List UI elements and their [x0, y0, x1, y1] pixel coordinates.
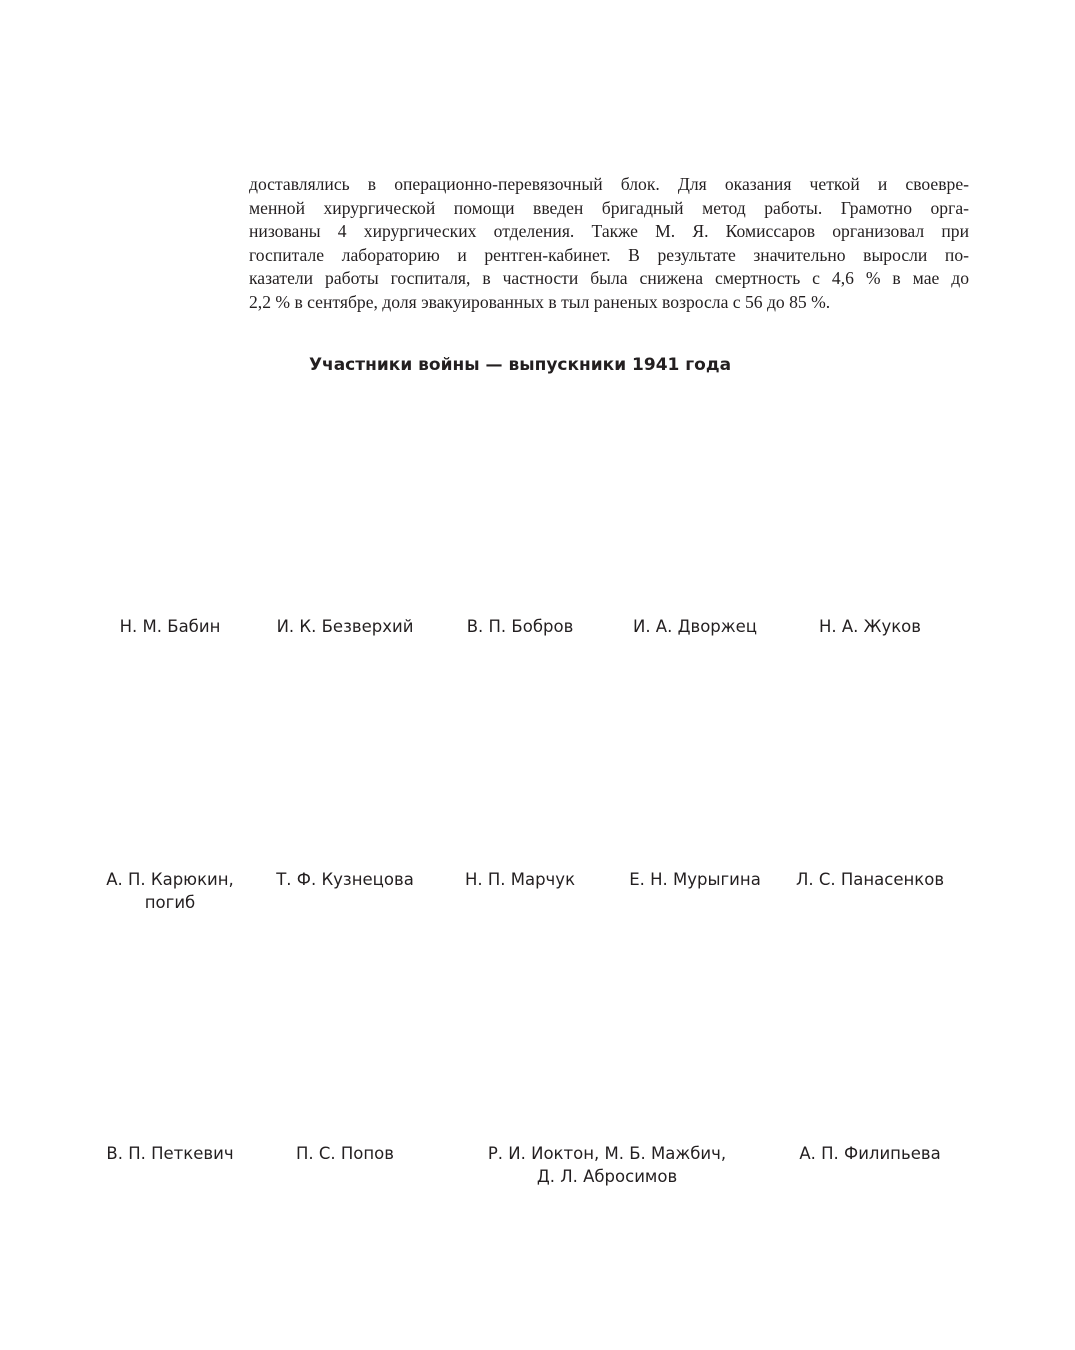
photo-caption [276, 868, 414, 891]
caption-line: Е. Н. Мурыгина [629, 870, 761, 889]
body-line: менной хирургической помощи введен бригадный метод работы. Грамотно орга- [249, 197, 969, 218]
photo-caption [633, 615, 757, 638]
body-paragraph [249, 173, 969, 314]
photo-caption [106, 1142, 233, 1165]
body-line: госпитале лабораторию и рентген-кабинет. В результате значительно выросли по- [249, 244, 969, 265]
photo-caption [629, 868, 761, 891]
photo-caption [465, 868, 575, 891]
caption-line: П. С. Попов [295, 1144, 395, 1163]
caption-line: Н. А. Жуков [819, 617, 921, 636]
photo-caption [488, 1142, 726, 1188]
photo-caption [796, 868, 944, 891]
body-line: доставлялись в операционно-перевязочный блок. Для оказания четкой и своевре- [249, 174, 969, 194]
caption-line: Н. М. Бабин [119, 617, 221, 636]
caption-line: Л. С. Панасенков [795, 870, 945, 889]
caption-line: И. А. Дворжец [632, 617, 758, 636]
photo-caption [106, 868, 234, 914]
caption-line: Н. П. Марчук [464, 870, 576, 889]
photo-caption [277, 615, 414, 638]
caption-line: Р. И. Иоктон, М. Б. Мажбич, [487, 1144, 727, 1163]
caption-line: А. П. Карюкин, [106, 870, 234, 889]
caption-line: В. П. Петкевич [106, 1144, 234, 1163]
body-line: 2,2 % в сентябре, доля эвакуированных в тыл раненых возросла с 56 до 85 %. [249, 291, 831, 312]
body-line: казатели работы госпиталя, в частности была снижена смертность с 4,6 % в мае до [249, 268, 969, 288]
photo-caption [467, 615, 574, 638]
photo-caption [120, 615, 221, 638]
caption-line: Д. Л. Абросимов [536, 1167, 678, 1186]
photo-caption [799, 1142, 940, 1165]
body-line: низованы 4 хирургических отделения. Также М. Я. Комиссаров организовал при [249, 221, 969, 241]
caption-line: И. К. Безверхий [276, 617, 414, 636]
caption-line: А. П. Филипьева [799, 1144, 941, 1163]
section-heading: Участники войны — выпускники 1941 года [308, 355, 732, 375]
caption-line: В. П. Бобров [466, 617, 574, 636]
photo-caption [296, 1142, 394, 1165]
caption-line: Т. Ф. Кузнецова [276, 870, 414, 889]
photo-caption [819, 615, 921, 638]
caption-line: погиб [144, 893, 196, 912]
